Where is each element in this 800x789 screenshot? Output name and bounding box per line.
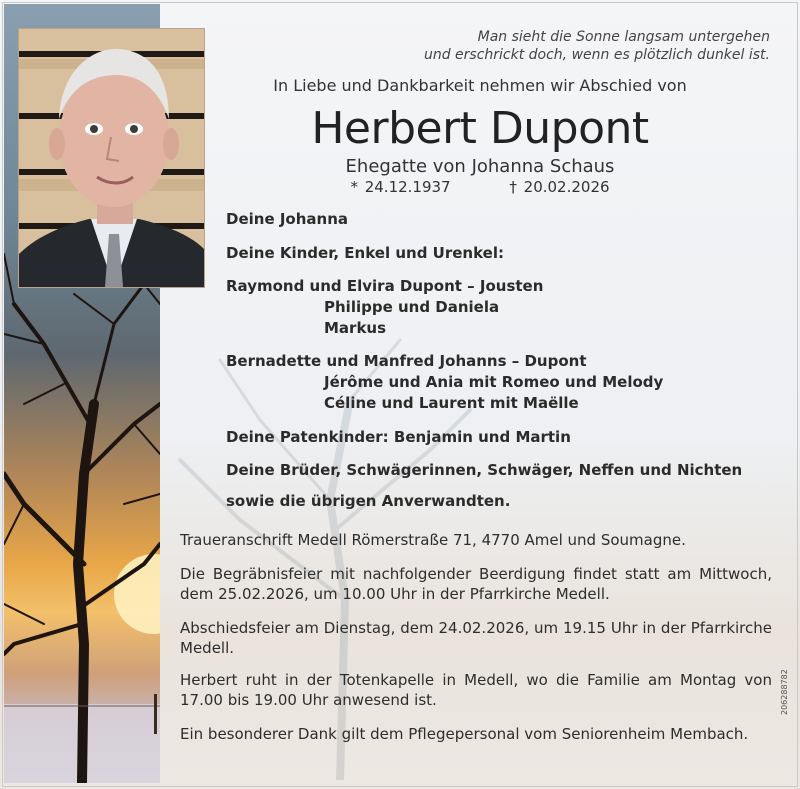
portrait-photo	[18, 28, 205, 288]
life-dates	[210, 178, 750, 196]
family-line-11: sowie die übrigen Anverwandten.	[226, 492, 511, 510]
quote-line-1: Man sieht die Sonne langsam untergehen	[477, 29, 770, 45]
family-line-7: Jérôme und Ania mit Romeo und Melody	[324, 373, 664, 391]
birth-date: * 24.12.1937	[350, 178, 451, 196]
funeral-paragraph: Die Begräbnisfeier mit nachfolgender Beerdigung findet statt am Mittwoch, dem 25.02.2026, um 10.00 Uhr in der Pfarrkirche Medell.	[180, 565, 772, 603]
family-line-2: Deine Kinder, Enkel und Urenkel:	[226, 244, 504, 262]
intro-text: In Liebe und Dankbarkeit nehmen wir Abschied von	[273, 76, 687, 95]
quote	[350, 28, 770, 64]
family-line-6: Bernadette und Manfred Johanns – Dupont	[226, 352, 587, 370]
farewell-paragraph: Abschiedsfeier am Dienstag, dem 24.02.2026, um 19.15 Uhr in der Pfarrkirche Medell.	[180, 619, 772, 657]
family-line-10: Deine Brüder, Schwägerinnen, Schwäger, Neffen und Nichten	[226, 461, 743, 479]
ad-code: 206288782	[780, 669, 789, 715]
family-line-4: Philippe und Daniela	[324, 298, 500, 316]
death-date: † 20.02.2026	[509, 178, 610, 196]
family-line-8: Céline und Laurent mit Maëlle	[324, 394, 579, 412]
family-line-3: Raymond und Elvira Dupont – Jousten	[226, 277, 544, 295]
chapel-paragraph: Herbert ruht in der Totenkapelle in Medell, wo die Familie am Montag von 17.00 bis 19.00 Uhr anwesend ist.	[180, 671, 772, 709]
family-line-9: Deine Patenkinder: Benjamin und Martin	[226, 428, 571, 446]
address-paragraph: Traueranschrift Medell Römerstraße 71, 4770 Amel und Soumagne.	[180, 531, 686, 549]
quote-line-2: und erschrickt doch, wenn es plötzlich dunkel ist.	[423, 47, 770, 63]
thanks-paragraph: Ein besonderer Dank gilt dem Pflegepersonal vom Seniorenheim Membach.	[180, 725, 749, 743]
family-line-1: Deine Johanna	[226, 210, 349, 228]
deceased-name: Herbert Dupont	[311, 103, 649, 154]
family-line-5: Markus	[324, 319, 387, 337]
spouse-line: Ehegatte von Johanna Schaus	[345, 156, 615, 177]
